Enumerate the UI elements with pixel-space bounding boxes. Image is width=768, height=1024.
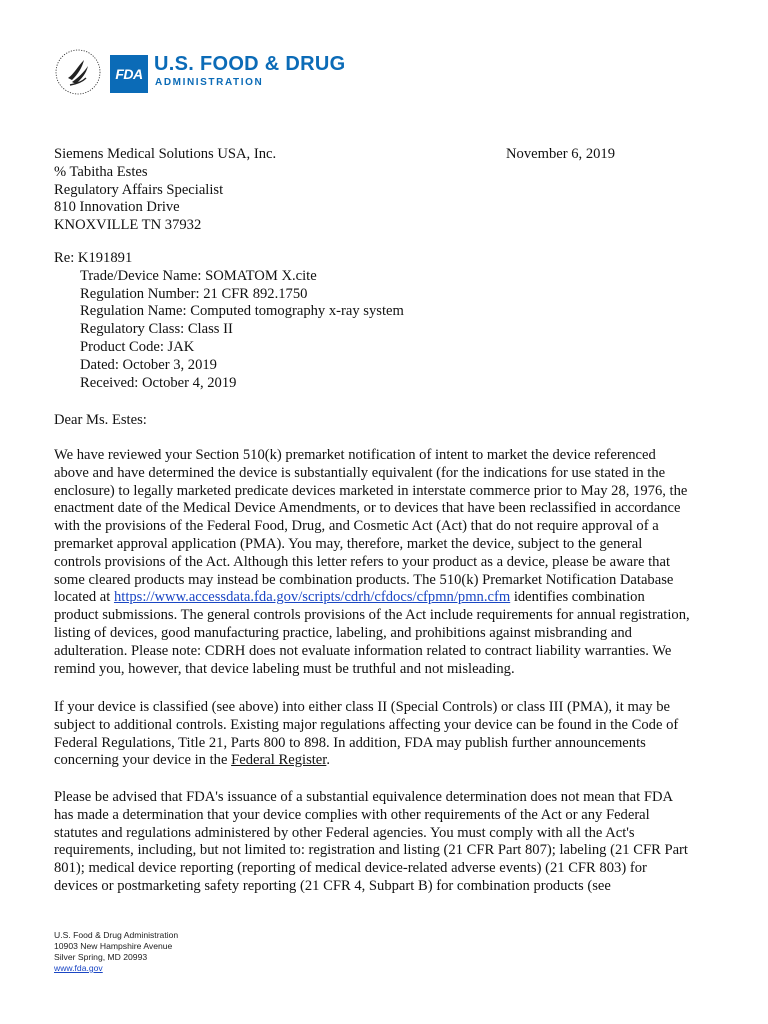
- address-line: % Tabitha Estes: [54, 163, 148, 180]
- paragraph-3: [54, 789, 716, 896]
- text-line: listing of devices, good manufacturing practice, labeling, and prohibitions against misbranding and: [54, 624, 632, 641]
- recipient-address: [54, 146, 276, 235]
- footer-line: 10903 New Hampshire Avenue: [54, 941, 173, 951]
- address-line: Regulatory Affairs Specialist: [54, 181, 224, 198]
- reference-item: Regulation Name: Computed tomography x-ray system: [80, 303, 404, 320]
- agency-name: U.S. FOOD & DRUG: [154, 53, 346, 75]
- text-line: with the provisions of the Federal Food, Drug, and Cosmetic Act (Act) that do not require approval of a: [54, 518, 659, 535]
- link-suffix: identifies combination: [510, 589, 645, 606]
- text-line: subject to additional controls. Existing major regulations affecting your device can be found in the Code of: [54, 716, 679, 733]
- agency-subtitle: ADMINISTRATION: [155, 77, 264, 88]
- text-line: product submissions. The general controls provisions of the Act include requirements for annual registration,: [54, 607, 690, 624]
- reference-item: Regulation Number: 21 CFR 892.1750: [80, 285, 308, 302]
- text-line-with-link: [54, 589, 716, 607]
- reference-item: Regulatory Class: Class II: [80, 321, 233, 338]
- text-line: We have reviewed your Section 510(k) premarket notification of intent to market the device referenced: [54, 447, 656, 463]
- reference-item: Received: October 4, 2019: [80, 374, 237, 391]
- text-line-with-link: [54, 752, 716, 770]
- paragraph-1: [54, 447, 716, 678]
- text-line: devices or postmarketing safety reporting (21 CFR 4, Subpart B) for combination products (see: [54, 877, 611, 894]
- text-line: controls provisions of the Act. Although this letter refers to your product as a device, please be aware that: [54, 553, 671, 570]
- salutation: Dear Ms. Estes:: [54, 412, 147, 428]
- text-line: statutes and regulations administered by other Federal agencies. You must comply with all the Act's: [54, 824, 635, 841]
- reference-item: Trade/Device Name: SOMATOM X.cite: [80, 267, 317, 284]
- address-line: 810 Innovation Drive: [54, 199, 180, 216]
- text-line: enactment date of the Medical Device Amendments, or to devices that have been reclassified in accordance: [54, 500, 681, 517]
- reference-item: Product Code: JAK: [80, 338, 195, 355]
- reference-block: [54, 250, 404, 392]
- text-line: above and have determined the device is substantially equivalent (for the indications for use stated in the: [54, 464, 666, 481]
- fda-logo: FDA: [110, 55, 148, 93]
- footer-line: Silver Spring, MD 20993: [54, 952, 148, 962]
- text-line: enclosure) to legally marketed predicate devices marketed in interstate commerce prior to May 28, 1976, the: [54, 482, 688, 499]
- address-line: KNOXVILLE TN 37932: [54, 217, 202, 234]
- text-line: If your device is classified (see above) into either class II (Special Controls) or class III (PMA), it may be: [54, 699, 670, 715]
- reference-item: Dated: October 3, 2019: [80, 356, 217, 373]
- letter-date: November 6, 2019: [506, 146, 616, 162]
- text-line: has made a determination that your device complies with other requirements of the Act or any Federal: [54, 806, 650, 823]
- text-line: Federal Regulations, Title 21, Parts 800 to 898. In addition, FDA may publish further announcements: [54, 734, 646, 751]
- footer-line: U.S. Food & Drug Administration: [54, 930, 179, 940]
- text-prefix: concerning your device in the: [54, 752, 232, 769]
- link-prefix: located at: [54, 589, 114, 606]
- text-line: remind you, however, that device labeling must be truthful and not misleading.: [54, 660, 515, 677]
- text-line: adulteration. Please note: CDRH does not evaluate information related to contract liability warranties. We: [54, 642, 672, 659]
- text-line: 801); medical device reporting (reporting of medical device-related adverse events) (21 CFR 803) for: [54, 860, 647, 877]
- address-line: Siemens Medical Solutions USA, Inc.: [54, 146, 277, 162]
- reference-number: Re: K191891: [54, 250, 133, 266]
- hhs-seal-icon: [54, 48, 102, 96]
- text-line: requirements, including, but not limited to: registration and listing (21 CFR Part 807); labeling (21 CFR Part: [54, 842, 688, 859]
- text-suffix: .: [326, 752, 330, 769]
- fda-website-link[interactable]: www.fda.gov: [54, 963, 103, 973]
- pmn-database-link[interactable]: https://www.accessdata.fda.gov/scripts/cdrh/cfdocs/cfpmn/pmn.cfm: [113, 589, 511, 606]
- footer-address: [54, 930, 178, 974]
- text-line: some cleared products may instead be combination products. The 510(k) Premarket Notification Database: [54, 571, 674, 588]
- text-line: premarket approval application (PMA). You may, therefore, market the device, subject to the general: [54, 535, 643, 552]
- text-line: Please be advised that FDA's issuance of a substantial equivalence determination does not mean that FDA: [54, 789, 674, 805]
- reference-details: [54, 268, 404, 393]
- paragraph-2: [54, 699, 716, 770]
- federal-register-reference: Federal Register: [231, 752, 327, 769]
